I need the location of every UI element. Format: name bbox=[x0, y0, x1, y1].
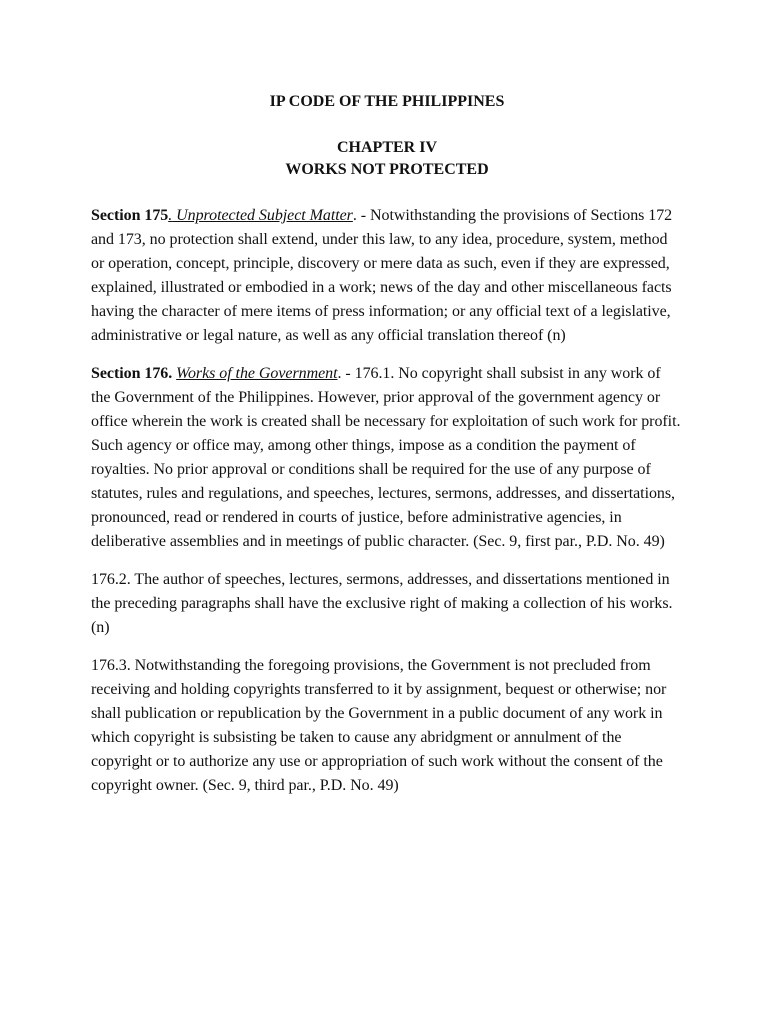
section-175-title: Unprotected Subject Matter bbox=[172, 207, 353, 224]
chapter-number: CHAPTER IV bbox=[336, 139, 437, 156]
document-page bbox=[91, 91, 683, 812]
section-176-number: Section 176. bbox=[91, 365, 173, 382]
section-176-title: Works of the Government bbox=[176, 365, 338, 382]
section-176-body: . - 176.1. No copyright shall subsist in any work of the Government of the Philippines. However, prior approval of the government agency or office wherein the work is created shall be necessary for exploitation of such work for profit. Such agency or office may, among other things, impose as a condition the payment of royalties. No prior approval or conditions shall be required for the use of any purpose of statutes, rules and regulations, and speeches, lectures, sermons, addresses, and dissertations, pronounced, read or rendered in courts of justice, before administrative agencies, in deliberative assemblies and in meetings of public character. (Sec. 9, first par., P.D. No. 49) bbox=[91, 365, 681, 550]
section-175-punct: . bbox=[168, 207, 173, 224]
section-176-paragraph bbox=[91, 362, 683, 554]
paragraph-176-3: 176.3. Notwithstanding the foregoing provisions, the Government is not precluded from receiving and holding copyrights transferred to it by assignment, bequest or otherwise; nor shall publication or republication by the Government in a public document of any work in which copyright is subsisting be taken to cause any abridgment or annulment of the copyright or to authorize any use or appropriation of such work without the consent of the copyright owner. (Sec. 9, third par., P.D. No. 49) bbox=[91, 657, 667, 794]
chapter-title: WORKS NOT PROTECTED bbox=[285, 161, 489, 178]
document-title: IP CODE OF THE PHILIPPINES bbox=[269, 93, 505, 110]
section-175-paragraph bbox=[91, 204, 683, 348]
paragraph-176-2: 176.2. The author of speeches, lectures, sermons, addresses, and dissertations mentioned in the preceding paragraphs shall have the exclusive right of making a collection of his works. (n) bbox=[91, 571, 673, 636]
section-175-body: . - Notwithstanding the provisions of Sections 172 and 173, no protection shall extend, under this law, to any idea, procedure, system, method or operation, concept, principle, discovery or mere data as such, even if they are expressed, explained, illustrated or embodied in a work; news of the day and other miscellaneous facts having the character of mere items of press information; or any official text of a legislative, administrative or legal nature, as well as any official translation thereof (n) bbox=[91, 207, 673, 344]
section-175-number: Section 175 bbox=[91, 207, 169, 224]
chapter-heading bbox=[91, 137, 683, 181]
